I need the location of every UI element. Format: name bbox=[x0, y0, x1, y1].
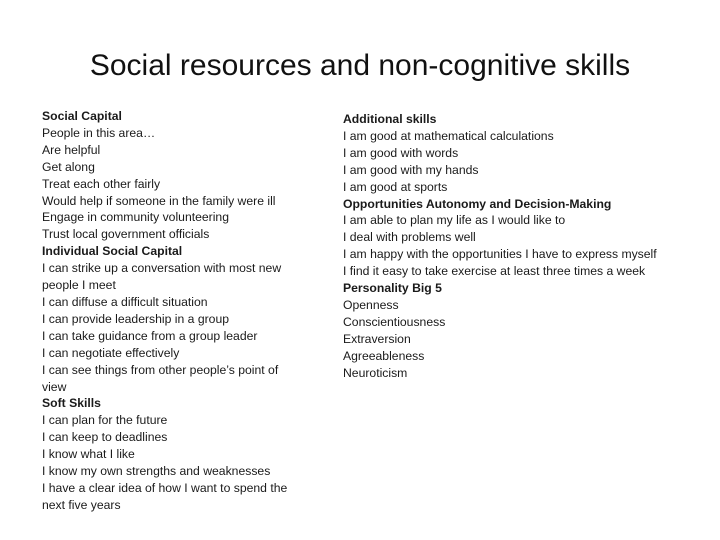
list-item: I can keep to deadlines bbox=[42, 430, 168, 445]
list-item: I am good at mathematical calculations bbox=[343, 128, 554, 143]
section-heading-soft-skills: Soft Skills bbox=[42, 396, 101, 411]
list-item: Agreeableness bbox=[343, 348, 425, 363]
list-item: I am good with words bbox=[343, 145, 459, 160]
section-heading-personality-big-5: Personality Big 5 bbox=[343, 281, 442, 296]
left-column bbox=[42, 108, 304, 514]
list-item: I know what I like bbox=[42, 447, 135, 462]
list-item: I can take guidance from a group leader bbox=[42, 328, 258, 343]
section-heading-individual-social-capital: Individual Social Capital bbox=[42, 244, 183, 259]
list-item: I am good at sports bbox=[343, 179, 448, 194]
list-item: I can provide leadership in a group bbox=[42, 311, 229, 326]
list-item: I can negotiate effectively bbox=[42, 345, 180, 360]
slide-title: Social resources and non-cognitive skills bbox=[89, 49, 631, 82]
list-item: Get along bbox=[42, 159, 95, 174]
list-item: I have a clear idea of how I want to spend the next five years bbox=[42, 480, 288, 512]
list-item: Treat each other fairly bbox=[42, 176, 161, 191]
list-item: Conscientiousness bbox=[343, 314, 446, 329]
list-item: I find it easy to take exercise at least three times a week bbox=[343, 264, 646, 279]
list-item: I can see things from other people’s point of view bbox=[42, 362, 279, 394]
list-item: People in this area… bbox=[42, 125, 156, 140]
list-item: I am able to plan my life as I would like to bbox=[343, 213, 566, 228]
list-item: I can strike up a conversation with most new people I meet bbox=[42, 261, 282, 293]
list-item: I am happy with the opportunities I have to express myself bbox=[343, 247, 657, 262]
section-heading-additional-skills: Additional skills bbox=[343, 112, 437, 126]
list-item: Would help if someone in the family were ill bbox=[42, 193, 276, 208]
list-item: I can diffuse a difficult situation bbox=[42, 294, 208, 309]
list-item: I am good with my hands bbox=[343, 162, 479, 177]
list-item: I know my own strengths and weaknesses bbox=[42, 464, 271, 479]
list-item: I deal with problems well bbox=[343, 230, 476, 245]
list-item: Trust local government officials bbox=[42, 227, 210, 242]
list-item: Engage in community volunteering bbox=[42, 210, 229, 225]
right-column bbox=[343, 111, 663, 382]
list-item: Neuroticism bbox=[343, 365, 408, 380]
section-heading-opportunities-autonomy: Opportunities Autonomy and Decision-Making bbox=[343, 196, 612, 211]
list-item: Openness bbox=[343, 297, 399, 312]
list-item: I can plan for the future bbox=[42, 413, 168, 428]
list-item: Extraversion bbox=[343, 331, 411, 346]
section-heading-social-capital: Social Capital bbox=[42, 109, 122, 123]
list-item: Are helpful bbox=[42, 142, 101, 157]
